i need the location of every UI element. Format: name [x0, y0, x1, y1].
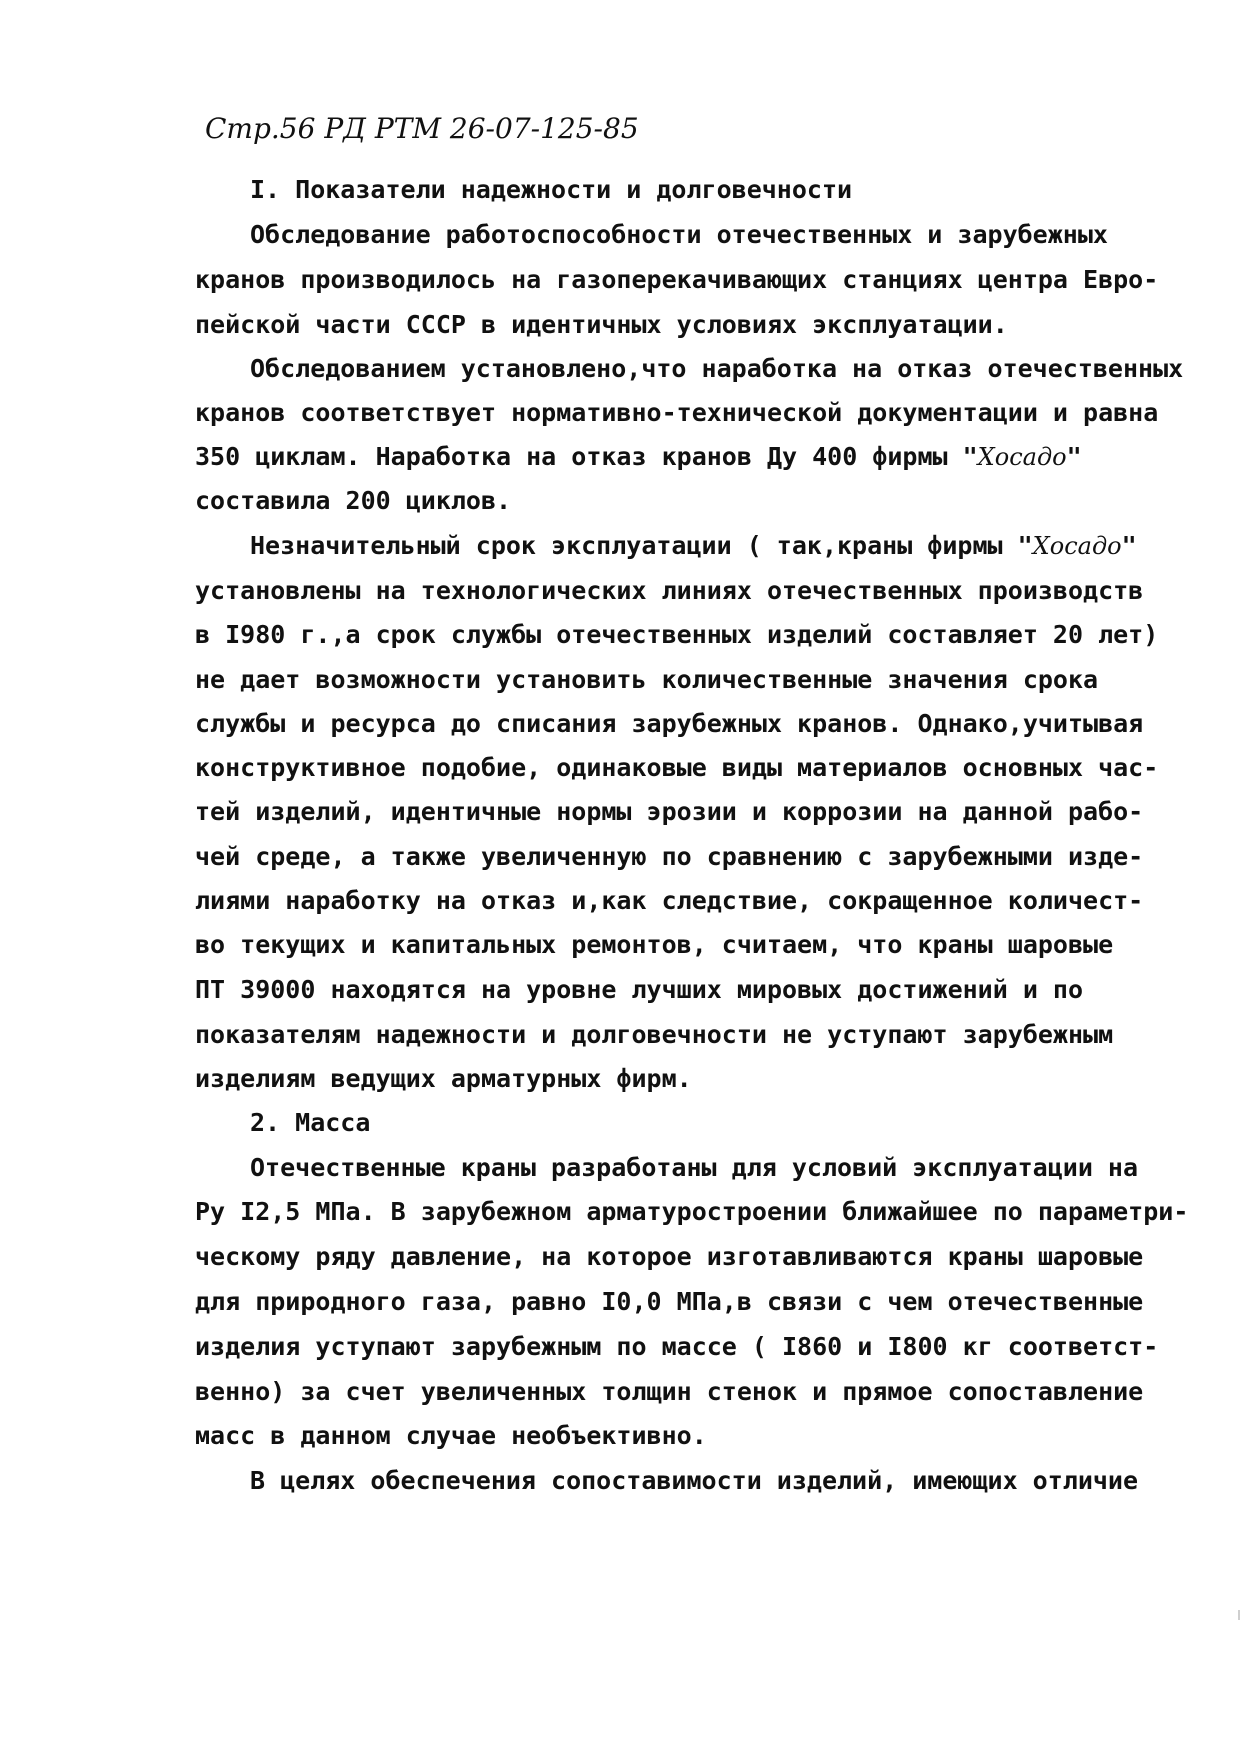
line-text: составила 200 циклов.: [195, 486, 512, 515]
line-text: не дает возможности установить количественные значения срока: [195, 665, 1099, 694]
paragraph-line: [195, 1020, 1113, 1050]
line-text: чей среде, а также увеличенную по сравнению с зарубежными изде-: [195, 842, 1144, 871]
paragraph-line: [195, 398, 1158, 428]
section-heading: [250, 1108, 370, 1138]
line-text: ПТ 39000 находятся на уровне лучших мировых достижений и по: [195, 975, 1084, 1004]
line-text: кранов производилось на газоперекачивающих станциях центра Евро-: [195, 265, 1159, 294]
line-text: ческому ряду давление, на которое изготавливаются краны шаровые: [195, 1242, 1144, 1271]
paragraph-line: [250, 1153, 1138, 1183]
paragraph-line: [195, 975, 1083, 1005]
paragraph-line: [250, 220, 1108, 250]
paragraph-line: [195, 576, 1143, 606]
paragraph-line: [250, 531, 1137, 561]
line-text: изделиям ведущих арматурных фирм.: [195, 1064, 692, 1093]
page-header: Стр.56 РД РТМ 26-07-125-85: [205, 112, 639, 145]
line-text: во текущих и капитальных ремонтов, считаем, что краны шаровые: [195, 930, 1114, 959]
line-text: В целях обеспечения сопоставимости изделий, имеющих отличие: [250, 1466, 1139, 1495]
line-text: конструктивное подобие, одинаковые виды материалов основных час-: [195, 753, 1159, 782]
paragraph-line: [195, 930, 1113, 960]
line-text: ": [1121, 531, 1137, 560]
line-text: для природного газа, равно I0,0 МПа,в связи с чем отечественные: [195, 1287, 1144, 1316]
paragraph-line: [195, 665, 1098, 695]
paragraph-line: [195, 442, 1082, 472]
line-text: в I980 г.,а срок службы отечественных изделий составляет 20 лет): [195, 620, 1159, 649]
line-text: 2. Масса: [250, 1108, 371, 1137]
line-text: кранов соответствует нормативно-технической документации и равна: [195, 398, 1159, 427]
scan-artifact: [1238, 1610, 1240, 1620]
line-text: изделия уступают зарубежным по массе ( I860 и I800 кг соответст-: [195, 1332, 1159, 1361]
paragraph-line: [195, 1421, 707, 1451]
line-text: показателям надежности и долговечности не уступают зарубежным: [195, 1020, 1114, 1049]
line-text: масс в данном случае необъективно.: [195, 1421, 707, 1450]
line-text: I. Показатели надежности и долговечности: [250, 175, 853, 204]
line-text: установлены на технологических линиях отечественных производств: [195, 576, 1144, 605]
handwritten-firm-name: Хосадо: [977, 443, 1067, 471]
handwritten-firm-name: Хосадо: [1032, 532, 1122, 560]
section-heading: [250, 175, 852, 205]
paragraph-line: [195, 1287, 1143, 1317]
line-text: 350 циклам. Наработка на отказ кранов Ду 400 фирмы ": [195, 442, 978, 471]
paragraph-line: [195, 797, 1143, 827]
paragraph-line: [195, 1197, 1188, 1227]
paragraph-line: [195, 265, 1158, 295]
paragraph-line: [195, 842, 1143, 872]
paragraph-line: [195, 310, 1008, 340]
paragraph-line: [195, 709, 1143, 739]
paragraph-line: [195, 1377, 1143, 1407]
line-text: службы и ресурса до списания зарубежных кранов. Однако,учитывая: [195, 709, 1144, 738]
paragraph-line: [195, 486, 511, 516]
paragraph-line: [195, 620, 1158, 650]
line-text: венно) за счет увеличенных толщин стенок и прямое сопоставление: [195, 1377, 1144, 1406]
line-text: ": [1066, 442, 1082, 471]
paragraph-line: [250, 354, 1183, 384]
line-text: Незначительный срок эксплуатации ( так,краны фирмы ": [250, 531, 1033, 560]
line-text: Отечественные краны разработаны для условий эксплуатации на: [250, 1153, 1139, 1182]
line-text: пейской части СССР в идентичных условиях эксплуатации.: [195, 310, 1008, 339]
paragraph-line: [195, 753, 1158, 783]
paragraph-line: [195, 1064, 692, 1094]
line-text: Обследованием установлено,что наработка на отказ отечественных: [250, 354, 1184, 383]
line-text: Ру I2,5 МПа. В зарубежном арматуростроении ближайшее по параметри-: [195, 1197, 1189, 1226]
line-text: тей изделий, идентичные нормы эрозии и коррозии на данной рабо-: [195, 797, 1144, 826]
line-text: Обследование работоспособности отечественных и зарубежных: [250, 220, 1108, 249]
paragraph-line: [250, 1466, 1138, 1496]
line-text: лиями наработку на отказ и,как следствие, сокращенное количест-: [195, 886, 1144, 915]
paragraph-line: [195, 1242, 1143, 1272]
paragraph-line: [195, 886, 1143, 916]
paragraph-line: [195, 1332, 1158, 1362]
